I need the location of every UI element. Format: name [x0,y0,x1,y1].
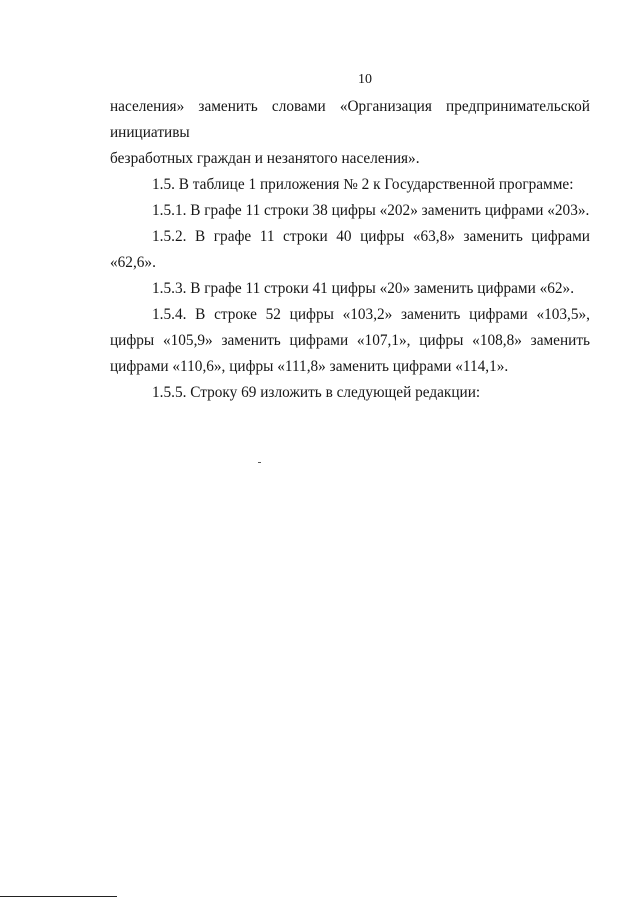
paragraph-1-5-2: 1.5.2. В графе 11 строки 40 цифры «63,8» заменить цифрами «62,6». [110,228,590,271]
page-number: 10 [358,72,372,87]
paragraph-1-5-5: 1.5.5. Строку 69 изложить в следующей редакции: [152,384,481,401]
paragraph-continuation [110,94,590,172]
paragraph-continuation-rest: безработных граждан и незанятого населения». [110,150,420,167]
paragraph-1-5: 1.5. В таблице 1 приложения № 2 к Государственной программе: [152,176,574,193]
footer-rule [0,896,117,897]
paragraph-1-5-3: 1.5.3. В графе 11 строки 41 цифры «20» заменить цифрами «62». [152,280,575,297]
document-body [110,94,590,406]
scan-mark [258,462,261,463]
paragraph-1-5-1: 1.5.1. В графе 11 строки 38 цифры «202» заменить цифрами «203». [152,202,590,219]
paragraph-1-5-4: 1.5.4. В строке 52 цифры «103,2» заменить цифрами «103,5», цифры «105,9» заменить цифрами «107,1», цифры «108,8» заменить цифрами «110,6», цифры «111,8» заменить цифрами «114,1». [110,306,590,375]
paragraph-continuation-first-line: населения» заменить словами «Организация предпринимательской инициативы [110,98,590,141]
